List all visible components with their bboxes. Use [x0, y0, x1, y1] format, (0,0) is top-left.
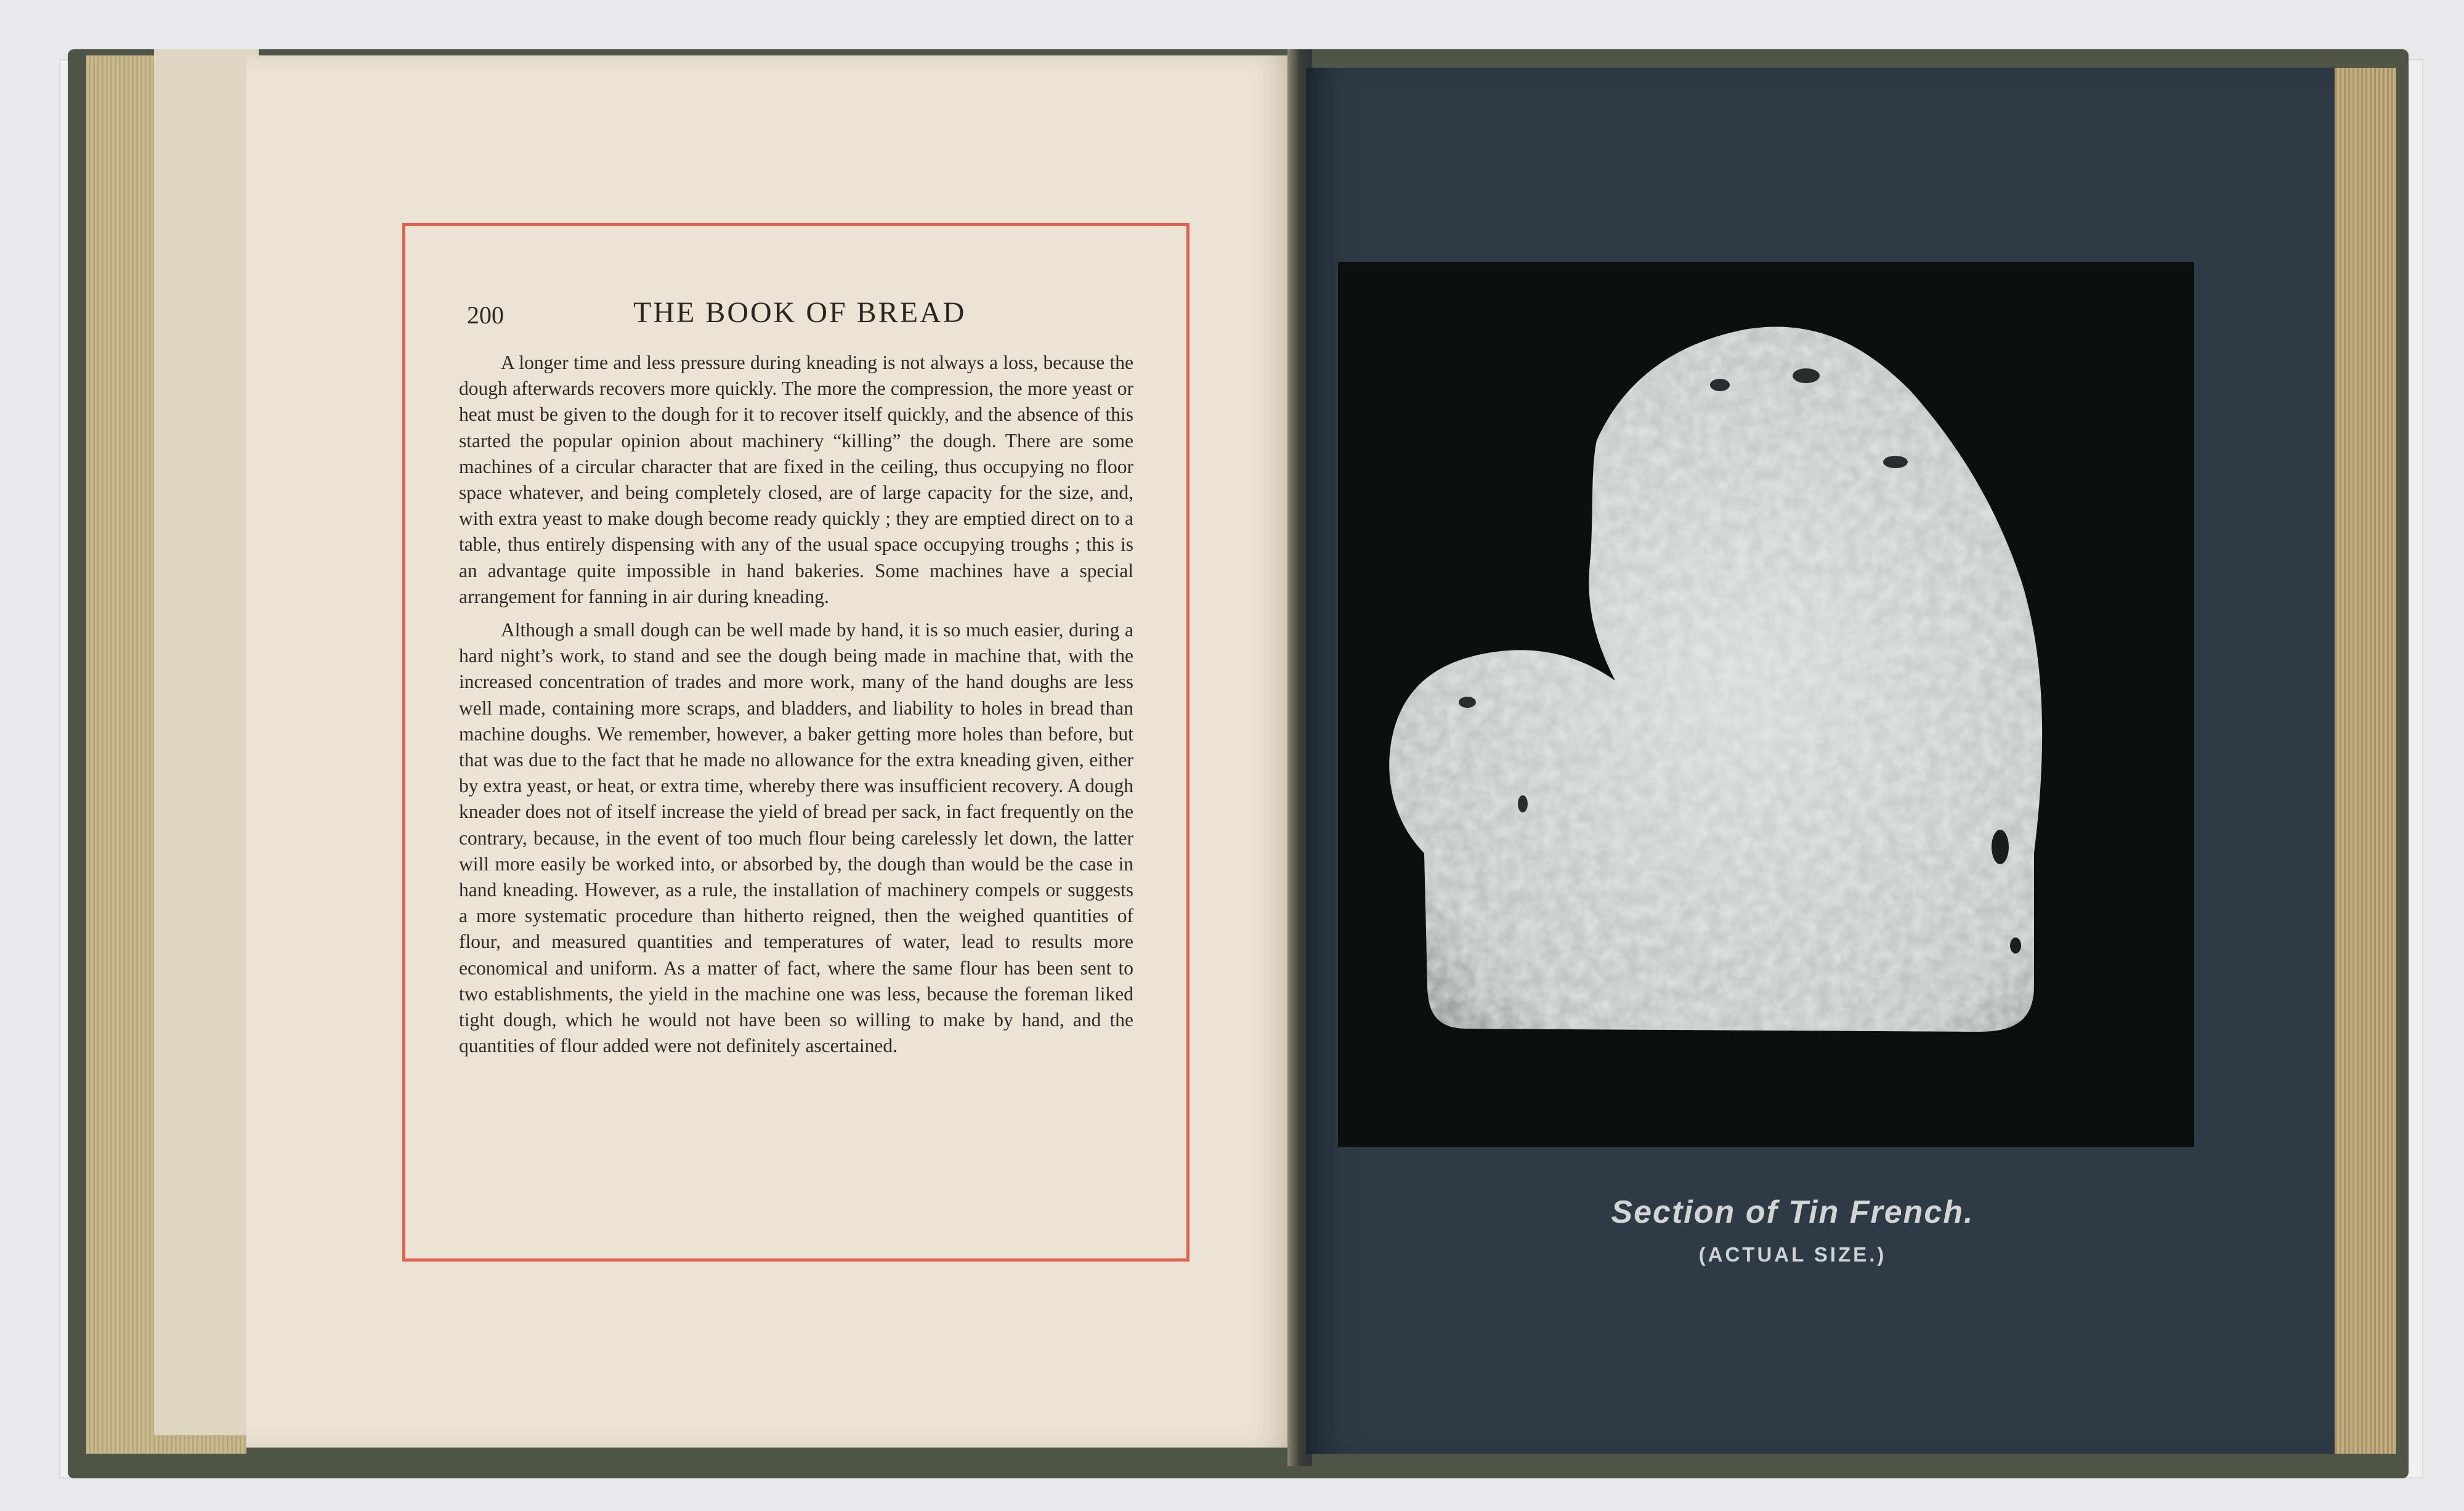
left-underpage [154, 49, 259, 1435]
bread-section-photograph [1338, 262, 2194, 1147]
plate-caption: Section of Tin French. [1611, 1194, 1974, 1230]
bread-slice-image [1338, 262, 2194, 1147]
plate-subcaption: (ACTUAL SIZE.) [1698, 1243, 1887, 1266]
paragraph-2: Although a small dough can be well made by hand, it is so much easier, during a hard night’s work, to stand and see the dough being made in machine that, with the increased concentration of trades and more work, many of the hand doughs are less well made, containing more scraps, and bladders, and liability to holes in bread than machine doughs. We remember, however, a baker getting more holes than before, but that was due to the fact that he made no allowance for the extra kneading given, either by extra yeast, or heat, or extra time, whereby there was insufficient recovery. A dough kneader does not of itself increase the yield of bread per sack, in fact frequently on the contrary, because, in the event of too much flour being carelessly let down, the latter will more easily be worked into, or absorbed by, the dough than would be the case in hand kneading. However, as a rule, the installation of machinery compels or suggests a more systematic procedure than hitherto reigned, then the weighed quantities of flour, and measured quantities and temperatures of water, lead to results more economical and uniform. As a matter of fact, where the same flour has been sent to two establishments, the yield in the machine one was less, because the foreman liked tight dough, which he would not have been so willing to make by hand, and the quantities of flour added were not definitely ascertained. [459, 619, 1133, 1057]
running-head [467, 296, 1132, 333]
body-text [459, 350, 1133, 1059]
running-title: THE BOOK OF BREAD [633, 296, 967, 329]
paragraph-1: A longer time and less pressure during kneading is not always a loss, because the dough afterwards recovers more quickly. The more the compression, the more yeast or heat must be given to the dough for it to recover itself quickly, and the absence of this started the popular opinion about machinery “killing” the dough. There are some machines of a circular character that are fixed in the ceiling, thus occupying no floor space whatever, and being completely closed, are of large capacity for the size, and, with extra yeast to make dough become ready quickly ; they are emptied direct on to a table, thus entirely dispensing with any of the usual space occupying troughs ; this is an advantage quite impossible in hand bakeries. Some machines have a special arrangement for fanning in air during kneading. [459, 352, 1133, 607]
right-page-edges [2328, 68, 2396, 1454]
page-number: 200 [467, 301, 504, 329]
